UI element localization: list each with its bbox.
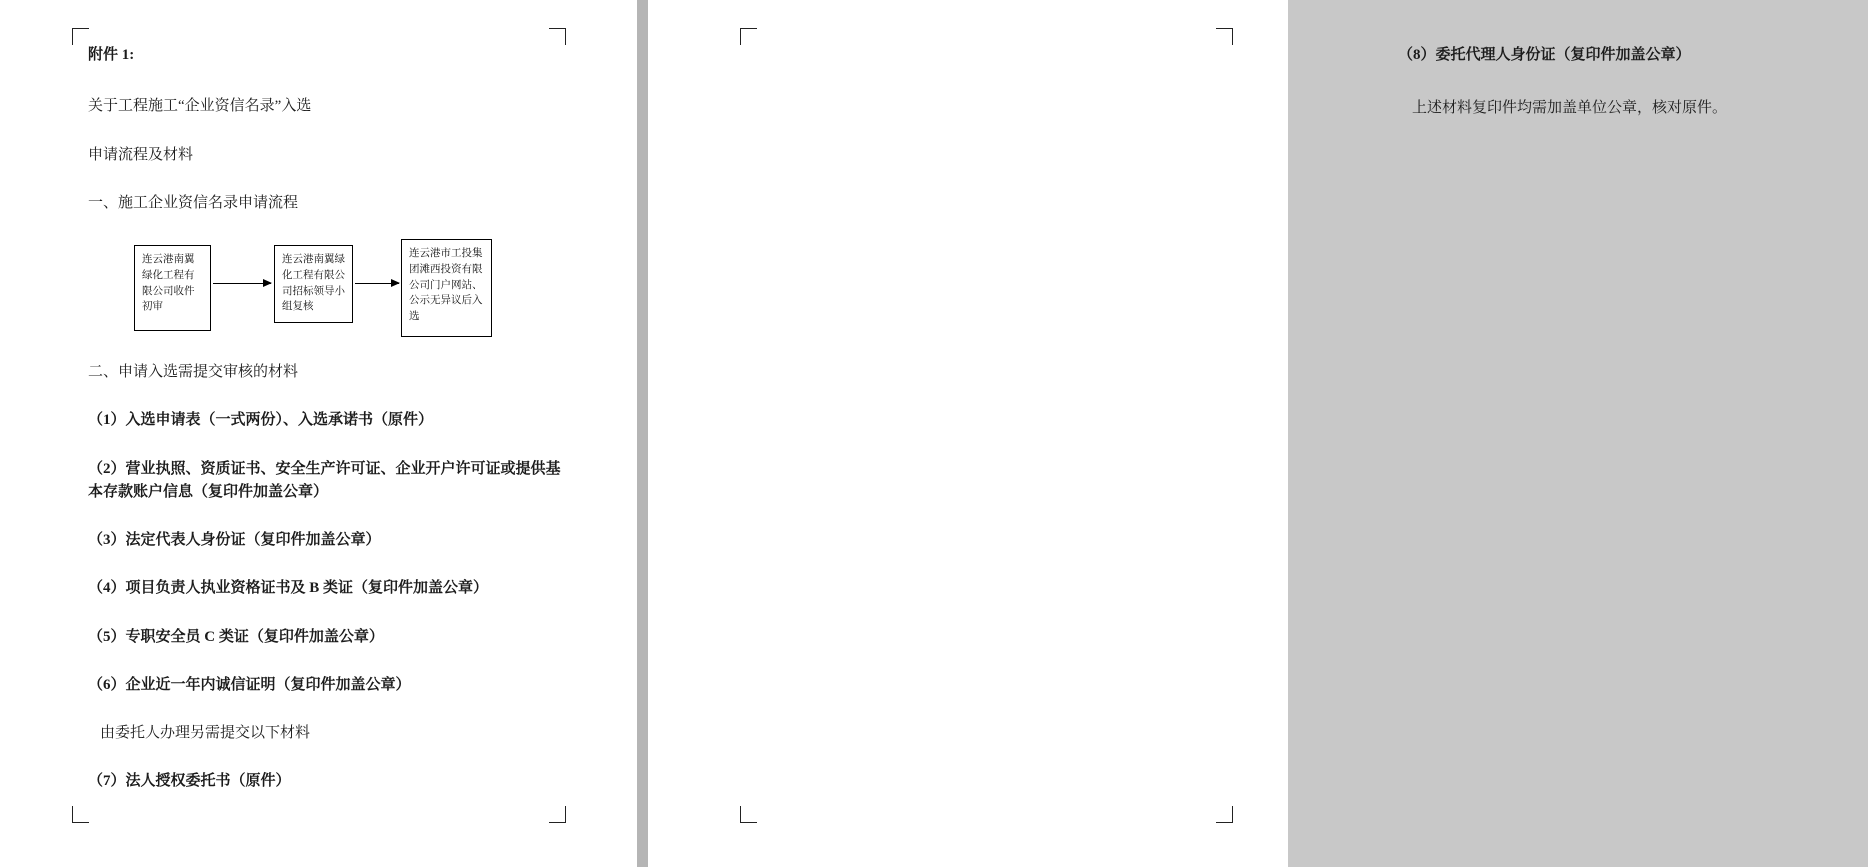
material-item-7: （7）法人授权委托书（原件）: [88, 773, 291, 790]
material-item-4: （4）项目负责人执业资格证书及 B 类证（复印件加盖公章）: [88, 580, 489, 597]
material-item-5: （5）专职安全员 C 类证（复印件加盖公章）: [88, 628, 384, 645]
flow-box-intake-review: 连云港南翼绿化工程有限公司收件初审: [134, 245, 211, 331]
crop-mark-top-left-2: [740, 28, 757, 45]
application-flow-chart: [88, 239, 568, 347]
document-title-line-1: 关于工程施工“企业资信名录”入选: [88, 98, 312, 115]
page-left-content: [88, 44, 568, 819]
document-title-line-2: 申请流程及材料: [88, 146, 194, 163]
material-item-6: （6）企业近一年内诚信证明（复印件加盖公章）: [88, 676, 411, 693]
material-item-3: （3）法定代表人身份证（复印件加盖公章）: [88, 532, 381, 548]
crop-mark-top-right-2: [1216, 28, 1233, 45]
crop-mark-top-left: [72, 28, 89, 45]
section-1-heading: 一、施工企业资信名录申请流程: [88, 194, 299, 211]
material-item-8: （8）委托代理人身份证（复印件加盖公章）: [1398, 47, 1691, 63]
page-right-content: [1398, 44, 1868, 121]
document-page-left: [0, 0, 637, 867]
flow-arrow-right-icon-1: [213, 283, 271, 284]
crop-mark-top-right: [549, 28, 566, 45]
attachment-label: 附件 1:: [88, 47, 135, 63]
crop-mark-bottom-right-2: [1216, 806, 1233, 823]
flow-box-committee-review: 连云港南翼绿化工程有限公司招标领导小组复核: [274, 245, 353, 323]
flow-arrow-right-icon-2: [355, 283, 399, 284]
document-page-right: [648, 0, 1728, 867]
entrusted-note: 由委托人办理另需提交以下材料: [100, 725, 311, 741]
section-2-heading: 二、申请入选需提交审核的材料: [88, 364, 299, 380]
crop-mark-bottom-left: [72, 806, 89, 823]
material-item-2: （2）营业执照、资质证书、安全生产许可证、企业开户许可证或提供基本存款账户信息（复印件加盖公章）: [88, 460, 561, 500]
closing-note: 上述材料复印件均需加盖单位公章，核对原件。: [1412, 100, 1728, 117]
flow-box-publicity-admission: 连云港市工投集团滩西投资有限公司门户网站、公示无异议后入选: [401, 239, 492, 337]
material-item-1: （1）入选申请表（一式两份）、入选承诺书（原件）: [88, 412, 434, 429]
page-gutter: [637, 0, 648, 867]
crop-mark-bottom-left-2: [740, 806, 757, 823]
